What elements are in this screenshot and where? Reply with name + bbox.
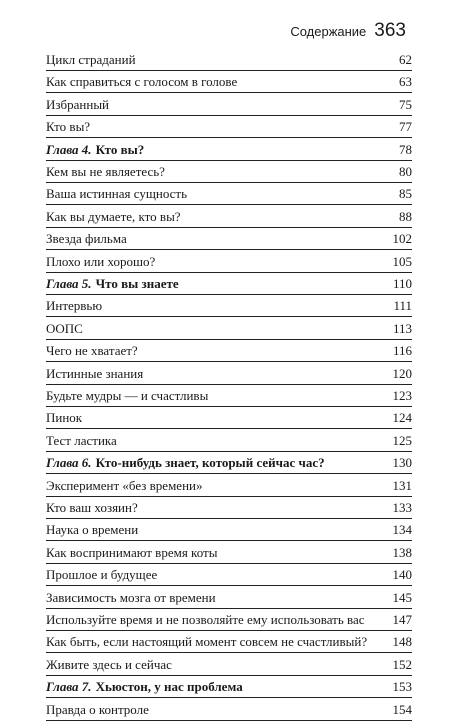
toc-page-number: 88 bbox=[399, 208, 412, 224]
toc-entry-label: Избранный bbox=[46, 96, 110, 112]
toc-row bbox=[46, 541, 412, 564]
toc-entry-label: Как вы думаете, кто вы? bbox=[46, 208, 181, 224]
toc-page-number: 78 bbox=[399, 141, 412, 157]
toc-entry-label: Как быть, если настоящий момент совсем не счастливый? bbox=[46, 634, 368, 650]
toc-entry-label: Тест ластика bbox=[46, 432, 117, 448]
toc-entry-label: Интервью bbox=[46, 298, 103, 314]
chapter-title: Кто-нибудь знает, который сейчас час? bbox=[95, 455, 325, 471]
chapter-number: Глава 5. bbox=[46, 276, 92, 291]
toc-page-number: 153 bbox=[392, 679, 412, 695]
toc-entry-label: Наука о времени bbox=[46, 522, 139, 538]
toc-row bbox=[46, 205, 412, 228]
underline-rule bbox=[46, 720, 412, 721]
page-number: 363 bbox=[374, 20, 406, 41]
toc-row bbox=[46, 294, 412, 317]
toc-entry-label: Пинок bbox=[46, 410, 83, 426]
toc-entry-label: Как справиться с голосом в голове bbox=[46, 74, 238, 90]
toc-page-number: 125 bbox=[392, 432, 412, 448]
toc-entry-label: Будьте мудры — и счастливы bbox=[46, 388, 209, 403]
page-header bbox=[290, 20, 406, 42]
toc-page-number: 105 bbox=[392, 253, 412, 269]
toc-chapter-row bbox=[46, 138, 412, 161]
toc-row bbox=[46, 317, 412, 340]
toc-entry-label: Живите здесь и сейчас bbox=[46, 656, 172, 672]
toc-row bbox=[46, 518, 412, 541]
toc-row bbox=[46, 429, 412, 452]
toc-row bbox=[46, 362, 412, 385]
toc-entry-label: Правда о контроле bbox=[46, 701, 149, 717]
toc-row bbox=[46, 250, 412, 273]
toc-page-number: 152 bbox=[392, 656, 412, 672]
toc-entry-label bbox=[46, 679, 243, 698]
toc-row bbox=[46, 496, 412, 519]
toc-row bbox=[46, 182, 412, 205]
toc-page-number: 134 bbox=[392, 522, 412, 538]
toc-row bbox=[46, 339, 412, 362]
toc-entry-label: Чего не хватает? bbox=[46, 343, 138, 359]
toc-page-number: 120 bbox=[392, 365, 412, 381]
toc-entry-label: Кто вы? bbox=[46, 119, 91, 135]
toc-entry-label: Как воспринимают время коты bbox=[46, 544, 218, 560]
toc-chapter-row bbox=[46, 272, 412, 295]
toc-page-number: 110 bbox=[392, 276, 412, 291]
toc-row bbox=[46, 563, 412, 586]
toc-row bbox=[46, 115, 412, 138]
toc-page-number: 111 bbox=[393, 298, 412, 314]
toc-page-number: 102 bbox=[392, 231, 412, 247]
toc-page-number: 77 bbox=[399, 119, 412, 135]
toc-page-number: 75 bbox=[399, 96, 412, 112]
toc-row bbox=[46, 227, 412, 250]
chapter-number: Глава 6. bbox=[46, 455, 92, 471]
toc-row bbox=[46, 48, 412, 71]
toc-entry-label bbox=[46, 455, 325, 474]
toc-entry-label: Цикл страданий bbox=[46, 52, 136, 67]
toc-chapter-row bbox=[46, 451, 412, 474]
toc-entry-label bbox=[46, 276, 179, 295]
chapter-title: Хьюстон, у нас проблема bbox=[95, 679, 243, 695]
running-title: Содержание bbox=[290, 24, 367, 39]
chapter-number: Глава 7. bbox=[46, 679, 92, 695]
toc-page-number: 140 bbox=[392, 567, 412, 583]
toc-page-number: 85 bbox=[399, 186, 412, 202]
toc-row bbox=[46, 70, 412, 93]
toc-page-number: 154 bbox=[392, 701, 412, 717]
toc-page-number: 148 bbox=[392, 634, 412, 650]
toc-page-number: 113 bbox=[392, 320, 412, 336]
toc-entry-label: Эксперимент «без времени» bbox=[46, 477, 203, 493]
toc-page-number: 130 bbox=[392, 455, 412, 471]
toc-entry-label: Используйте время и не позволяйте ему использовать вас bbox=[46, 612, 365, 627]
toc-page-number: 133 bbox=[392, 500, 412, 515]
toc-page-number: 131 bbox=[392, 477, 412, 493]
toc-page-number: 124 bbox=[392, 410, 412, 426]
toc-row bbox=[46, 160, 412, 183]
toc-entry-label: Кем вы не являетесь? bbox=[46, 164, 165, 179]
toc-entry-label: Прошлое и будущее bbox=[46, 567, 158, 583]
toc-page-number: 138 bbox=[392, 544, 412, 560]
toc-chapter-row bbox=[46, 675, 412, 698]
chapter-title: Кто вы? bbox=[95, 141, 145, 157]
toc-page-number: 116 bbox=[392, 343, 412, 359]
toc-row bbox=[46, 698, 412, 721]
toc-row bbox=[46, 406, 412, 429]
toc-entry-label: Истинные знания bbox=[46, 365, 144, 381]
toc-entry-label: Кто ваш хозяин? bbox=[46, 500, 138, 515]
toc-entry-label: ООПС bbox=[46, 320, 83, 336]
toc-page-number: 147 bbox=[392, 612, 412, 627]
toc-row bbox=[46, 93, 412, 116]
toc-page-number: 80 bbox=[399, 164, 412, 179]
toc-page-number: 63 bbox=[399, 74, 412, 90]
toc-entry-label: Плохо или хорошо? bbox=[46, 253, 156, 269]
toc-row bbox=[46, 608, 412, 631]
toc-entry-label bbox=[46, 142, 144, 161]
toc-page-number: 62 bbox=[399, 52, 412, 67]
toc-row bbox=[46, 384, 412, 407]
toc-row bbox=[46, 586, 412, 609]
toc-row bbox=[46, 653, 412, 676]
toc-entry-label: Звезда фильма bbox=[46, 231, 127, 247]
chapter-number: Глава 4. bbox=[46, 141, 92, 157]
toc-row bbox=[46, 630, 412, 653]
toc-entry-label: Зависимость мозга от времени bbox=[46, 589, 216, 605]
chapter-title: Что вы знаете bbox=[95, 276, 179, 291]
toc-page-number: 123 bbox=[392, 388, 412, 403]
toc-row bbox=[46, 474, 412, 497]
toc-page-number: 145 bbox=[392, 589, 412, 605]
toc-entry-label: Ваша истинная сущность bbox=[46, 186, 188, 202]
